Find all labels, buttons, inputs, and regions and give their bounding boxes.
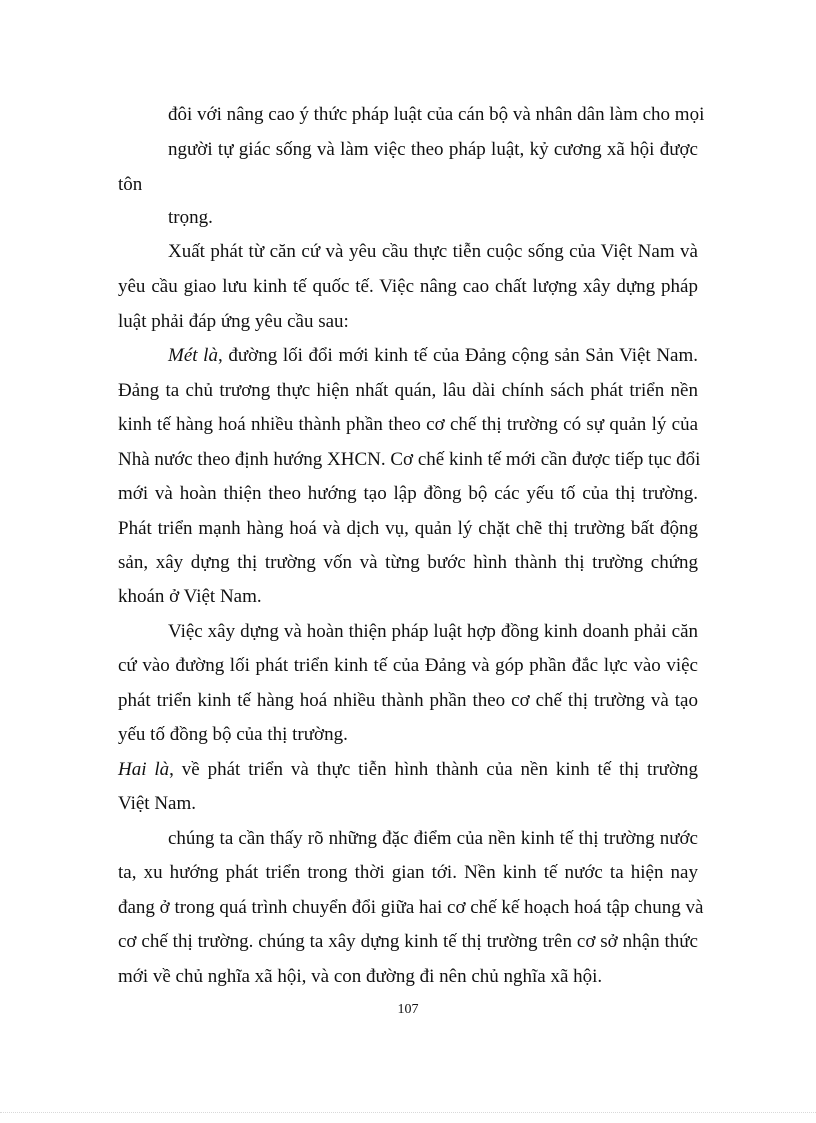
text-line: người tự giác sống và làm việc theo pháp luật, kỷ cương xã hội được bbox=[168, 139, 698, 160]
page-number: 107 bbox=[397, 1002, 419, 1017]
text-line: Nhà nước theo định hướng XHCN. Cơ chế kinh tế mới cần được tiếp tục đổi bbox=[118, 449, 701, 470]
text-span: , về phát triển và thực tiễn hình thành của nền kinh tế thị trường bbox=[169, 759, 699, 780]
text-line: Xuất phát từ căn cứ và yêu cầu thực tiễn cuộc sống của Việt Nam và bbox=[168, 241, 698, 262]
text-line: cơ chế thị trường. chúng ta xây dựng kinh tế thị trường trên cơ sở nhận thức bbox=[118, 931, 698, 952]
text-line: sản, xây dựng thị trường vốn và từng bước hình thành thị trường chứng bbox=[118, 552, 698, 573]
text-line: chúng ta cần thấy rõ những đặc điểm của nền kinh tế thị trường nước bbox=[168, 828, 698, 849]
text-line: ta, xu hướng phát triển trong thời gian tới. Nền kinh tế nước ta hiện nay bbox=[118, 862, 698, 883]
text-line: luật phải đáp ứng yêu cầu sau: bbox=[118, 311, 349, 332]
text-line: Việt Nam. bbox=[118, 793, 197, 814]
page-bottom-divider bbox=[0, 1112, 816, 1113]
text-line: Phát triển mạnh hàng hoá và dịch vụ, quản lý chặt chẽ thị trường bất động bbox=[118, 518, 698, 539]
text-line: kinh tế hàng hoá nhiều thành phần theo cơ chế thị trường có sự quản lý của bbox=[118, 414, 698, 435]
text-line: đôi với nâng cao ý thức pháp luật của cán bộ và nhân dân làm cho mọi bbox=[168, 104, 705, 125]
text-line: phát triển kinh tế hàng hoá nhiều thành phần theo cơ chế thị trường và tạo bbox=[118, 690, 698, 711]
text-line: trọng. bbox=[168, 207, 213, 228]
text-line bbox=[168, 344, 698, 368]
text-line: tôn bbox=[118, 174, 143, 195]
text-line: yêu cầu giao lưu kinh tế quốc tế. Việc nâng cao chất lượng xây dựng pháp bbox=[118, 276, 698, 297]
text-line: đang ở trong quá trình chuyển đổi giữa hai cơ chế kế hoạch hoá tập chung và bbox=[118, 897, 704, 918]
heading-second-point: Hai là bbox=[118, 759, 170, 780]
heading-first-point: Mét là bbox=[168, 345, 218, 366]
text-line bbox=[118, 758, 698, 782]
text-line: mới và hoàn thiện theo hướng tạo lập đồng bộ các yếu tố của thị trường. bbox=[118, 483, 698, 504]
text-line: yếu tố đồng bộ của thị trường. bbox=[118, 724, 348, 745]
text-line: Việc xây dựng và hoàn thiện pháp luật hợp đồng kinh doanh phải căn bbox=[168, 621, 698, 642]
text-line: khoán ở Việt Nam. bbox=[118, 586, 262, 607]
text-line: cứ vào đường lối phát triển kinh tế của Đảng và góp phần đắc lực vào việc bbox=[118, 655, 698, 676]
text-line: Đảng ta chủ trương thực hiện nhất quán, lâu dài chính sách phát triển nền bbox=[118, 380, 698, 401]
text-span: , đường lối đổi mới kinh tế của Đảng cộng sản Sản Việt Nam. bbox=[217, 345, 699, 366]
text-line: mới về chủ nghĩa xã hội, và con đường đi nên chủ nghĩa xã hội. bbox=[118, 966, 603, 987]
